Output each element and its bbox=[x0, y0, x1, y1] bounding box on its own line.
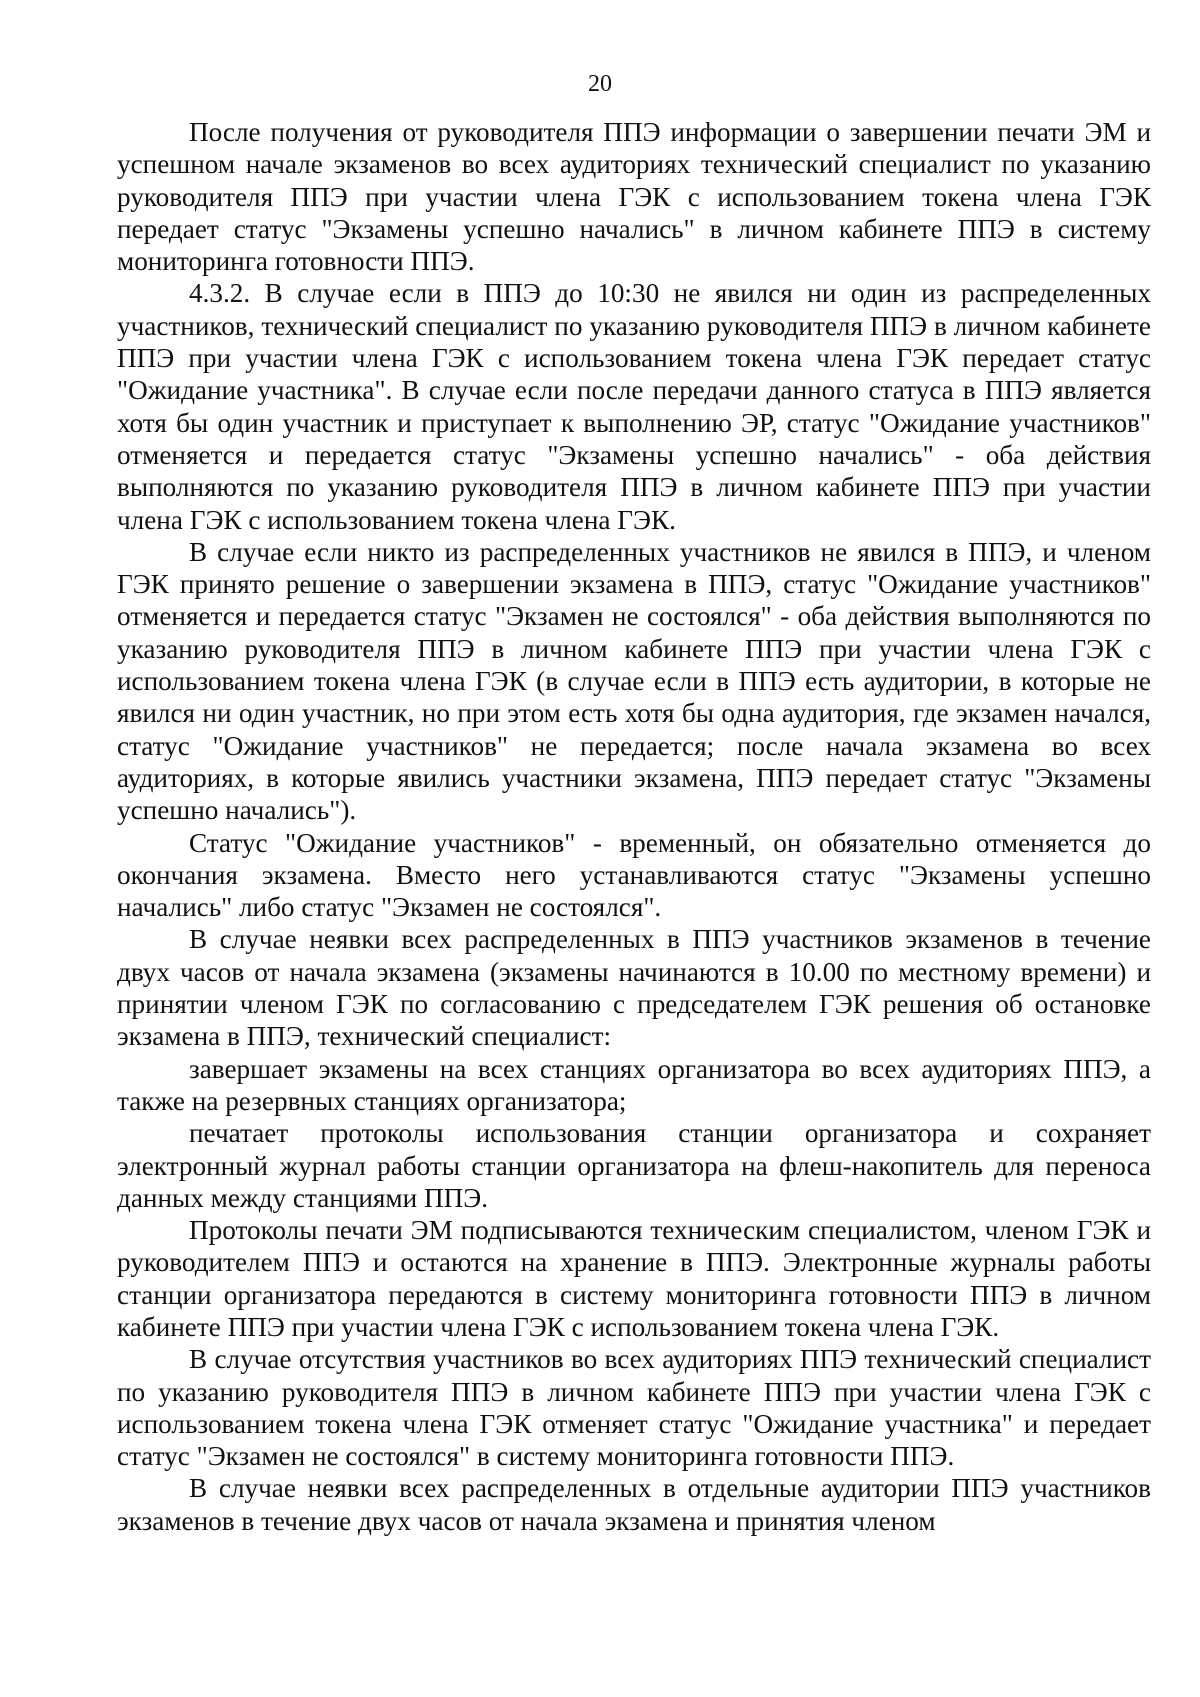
paragraph-finish-exams-stations: завершает экзамены на всех станциях организатора во всех аудиториях ППЭ, а также на резервных станциях организатора; bbox=[117, 1053, 1151, 1116]
page-number: 20 bbox=[588, 71, 612, 97]
paragraph-protocols-signed: Протоколы печати ЭМ подписываются техническим специалистом, членом ГЭК и руководителем ППЭ и остаются на хранение в ППЭ. Электронные журналы работы станции организатора передаются в систему мониторинга готовности ППЭ в личном кабинете ППЭ при участии члена ГЭК с использованием токена члена ГЭК. bbox=[117, 1215, 1151, 1342]
paragraph-no-participants-exam-not-held: В случае если никто из распределенных участников не явился в ППЭ, и членом ГЭК принято решение о завершении экзамена в ППЭ, статус "Ожидание участников" отменяется и передается статус "Экзамен не состоялся" - оба действия выполняются по указанию руководителя ППЭ в личном кабинете ППЭ при участии члена ГЭК с использованием токена члена ГЭК (в случае если в ППЭ есть аудитории, в которые не явился ни один участник, но при этом есть хотя бы одна аудитория, где экзамен начался, статус "Ожидание участников" не передается; после начала экзамена во всех аудиториях, в которые явились участники экзамена, ППЭ передает статус "Экзамены успешно начались"). bbox=[117, 536, 1151, 826]
paragraph-4-3-2-waiting-participant: 4.3.2. В случае если в ППЭ до 10:30 не явился ни один из распределенных участников, технический специалист по указанию руководителя ППЭ в личном кабинете ППЭ при участии члена ГЭК с использованием токена члена ГЭК передает статус "Ожидание участника". В случае если после передачи данного статуса в ППЭ является хотя бы один участник и приступает к выполнению ЭР, статус "Ожидание участников" отменяется и передается статус "Экзамены успешно начались" - оба действия выполняются по указанию руководителя ППЭ в личном кабинете ППЭ при участии члена ГЭК с использованием токена члена ГЭК. bbox=[117, 278, 1151, 535]
paragraph-no-participants-all-rooms: В случае отсутствия участников во всех аудиториях ППЭ технический специалист по указанию руководителя ППЭ в личном кабинете ППЭ при участии члена ГЭК с использованием токена члена ГЭК отменяет статус "Ожидание участника" и передает статус "Экзамен не состоялся" в систему мониторинга готовности ППЭ. bbox=[117, 1344, 1151, 1472]
paragraph-status-exams-started: После получения от руководителя ППЭ информации о завершении печати ЭМ и успешном начале экзаменов во всех аудиториях технический специалист по указанию руководителя ППЭ при участии члена ГЭК с использованием токена члена ГЭК передает статус "Экзамены успешно начались" в личном кабинете ППЭ в систему мониторинга готовности ППЭ. bbox=[117, 117, 1151, 277]
paragraph-temporary-status: Статус "Ожидание участников" - временный, он обязательно отменяется до окончания экзамена. Вместо него устанавливаются статус "Экзамены успешно начались" либо статус "Экзамен не состоялся". bbox=[117, 827, 1151, 923]
paragraph-no-show-two-hours: В случае неявки всех распределенных в ППЭ участников экзаменов в течение двух часов от начала экзамена (экзамены начинаются в 10.00 по местному времени) и принятии членом ГЭК по согласованию с председателем ГЭК решения об остановке экзамена в ППЭ, технический специалист: bbox=[117, 924, 1151, 1052]
paragraph-no-show-separate-rooms: В случае неявки всех распределенных в отдельные аудитории ППЭ участников экзаменов в течение двух часов от начала экзамена и принятия членом bbox=[117, 1473, 1151, 1536]
document-body bbox=[117, 116, 1151, 1537]
paragraph-print-protocols: печатает протоколы использования станции организатора и сохраняет электронный журнал работы станции организатора на флеш-накопитель для переноса данных между станциями ППЭ. bbox=[117, 1118, 1151, 1213]
